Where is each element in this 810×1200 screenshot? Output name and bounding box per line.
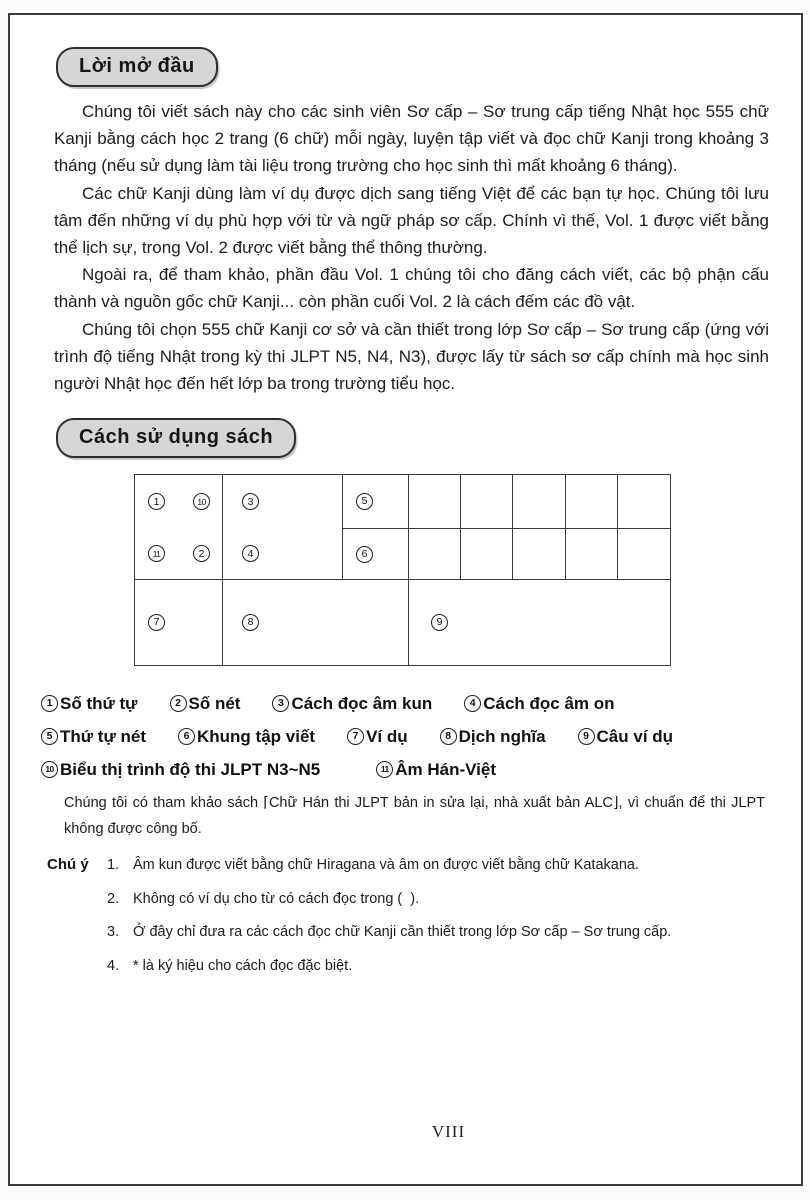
diagram-cell-3-4 xyxy=(223,475,343,580)
legend-item-label: Số thứ tự xyxy=(60,693,138,713)
note-item xyxy=(107,922,761,942)
circled-number-9: 9 xyxy=(578,728,595,745)
legend-item-on-reading xyxy=(464,694,614,714)
legend-item-label: Ví dụ xyxy=(366,726,408,746)
diagram-cell-6 xyxy=(343,529,409,580)
diagram-empty-cell xyxy=(618,529,670,580)
circled-number-6: 6 xyxy=(356,546,373,563)
diagram-empty-cell xyxy=(566,529,618,580)
legend-item-label: Dịch nghĩa xyxy=(458,726,546,746)
legend-row xyxy=(41,687,773,720)
legend-item-label: Cách đọc âm kun xyxy=(291,693,433,713)
note-item xyxy=(107,889,761,909)
circled-number-9: 9 xyxy=(431,614,448,631)
circled-number-1: 1 xyxy=(148,493,165,510)
circled-number-2: 2 xyxy=(193,545,210,562)
legend-item-kun-reading xyxy=(272,694,432,714)
diagram-subrow xyxy=(223,475,342,528)
circled-number-7: 7 xyxy=(148,614,165,631)
legend-item-label: Âm Hán-Việt xyxy=(395,759,496,779)
circled-number-5: 5 xyxy=(41,728,58,745)
usage-title-label: Cách sử dụng sách xyxy=(79,426,274,449)
circled-number-3: 3 xyxy=(242,493,259,510)
diagram-subrow xyxy=(135,475,222,528)
note-item-text: Âm kun được viết bằng chữ Hiragana và âm on được viết bằng chữ Katakana. xyxy=(133,857,639,874)
preface-paragraph: Các chữ Kanji dùng làm ví dụ được dịch sang tiếng Việt để các bạn tự học. Chúng tôi lưu tâm đến những ví dụ phù hợp với từ và ngữ pháp sơ cấp. Chính vì thế, Vol. 1 được viết bằng thể lịch sự, trong Vol. 2 được viết bằng thể thông thường. xyxy=(54,183,769,258)
usage-section-title xyxy=(56,418,296,458)
page-frame xyxy=(8,13,803,1186)
legend-row xyxy=(41,720,773,753)
circled-number-8: 8 xyxy=(440,728,457,745)
legend-item-stroke-count xyxy=(170,694,241,714)
diagram-subrow xyxy=(223,529,342,580)
note-item-text: Không có ví dụ cho từ có cách đọc trong ( ). xyxy=(133,890,420,907)
diagram-empty-cell xyxy=(513,529,565,580)
circled-number-4: 4 xyxy=(464,695,481,712)
preface-section-title xyxy=(56,47,218,87)
legend-item-label: Câu ví dụ xyxy=(596,726,674,746)
diagram-empty-cell xyxy=(566,475,618,529)
note-item-number: 3. xyxy=(107,924,120,941)
legend-item-label: Số nét xyxy=(188,693,241,713)
diagram-empty-cell xyxy=(461,475,513,529)
circled-number-3: 3 xyxy=(272,695,289,712)
reference-note: Chúng tôi có tham khảo sách ⌈Chữ Hán thi JLPT bản in sửa lại, nhà xuất bản ALC⌋, vì chuẩn để thi JLPT không được công bố. xyxy=(64,795,765,837)
legend-item-han-viet-reading xyxy=(376,760,496,780)
preface-title-label: Lời mở đầu xyxy=(79,55,195,77)
legend-item-example-sentence xyxy=(578,727,674,747)
circled-number-10: 10 xyxy=(193,493,210,510)
circled-number-5: 5 xyxy=(356,493,373,510)
circled-number-1: 1 xyxy=(41,695,58,712)
diagram-empty-cell xyxy=(461,529,513,580)
diagram-empty-cell xyxy=(513,475,565,529)
legend-item-label: Thứ tự nét xyxy=(60,726,146,746)
legend-item-stroke-order xyxy=(41,727,146,747)
diagram-empty-cell xyxy=(409,475,461,529)
note-item-number: 2. xyxy=(107,890,120,907)
circled-number-11: 11 xyxy=(376,761,393,778)
note-item-number: 1. xyxy=(107,857,120,874)
preface-body xyxy=(54,98,769,397)
circled-number-7: 7 xyxy=(347,728,364,745)
legend-item-label: Cách đọc âm on xyxy=(483,693,615,713)
preface-paragraph: Chúng tôi chọn 555 chữ Kanji cơ sở và cần thiết trong lớp Sơ cấp – Sơ trung cấp (ứng với trình độ tiếng Nhật trong kỳ thi JLPT N5, N4, N3), được lấy từ sách sơ cấp chính mà học sinh người Nhật học đến hết lớp ba trong trường tiểu học. xyxy=(54,319,769,394)
preface-paragraph: Ngoài ra, để tham khảo, phần đầu Vol. 1 chúng tôi cho đăng cách viết, các bộ phận cấu thành và nguồn gốc chữ Kanji... còn phần cuối Vol. 2 là cách đếm các đồ vật. xyxy=(54,265,769,312)
legend-item-jlpt-level xyxy=(41,760,320,780)
diagram-empty-cell xyxy=(618,475,670,529)
notes-list xyxy=(107,855,761,989)
page-number: VIII xyxy=(431,1122,466,1141)
note-item xyxy=(107,855,761,875)
circled-number-11: 11 xyxy=(148,545,165,562)
note-item-text: * là ký hiệu cho cách đọc đặc biệt. xyxy=(133,957,353,974)
diagram-subrow xyxy=(135,529,222,580)
diagram-cell-7 xyxy=(135,580,223,665)
circled-number-2: 2 xyxy=(170,695,187,712)
note-item-number: 4. xyxy=(107,957,120,974)
diagram-cell-5 xyxy=(343,475,409,529)
preface-paragraph: Chúng tôi viết sách này cho các sinh viên Sơ cấp – Sơ trung cấp tiếng Nhật học 555 chữ Kanji bằng cách học 2 trang (6 chữ) mỗi ngày, luyện tập viết và đọc chữ Kanji trong khoảng 3 tháng (nếu sử dụng làm tài liệu trong trường cho học sinh thì mất khoảng 6 tháng). xyxy=(54,102,769,176)
note-item-text: Ở đây chỉ đưa ra các cách đọc chữ Kanji cần thiết trong lớp Sơ cấp – Sơ trung cấp. xyxy=(133,924,672,941)
diagram-legend xyxy=(41,687,773,786)
circled-number-6: 6 xyxy=(178,728,195,745)
diagram-empty-cell xyxy=(409,529,461,580)
diagram-cell-8 xyxy=(223,580,409,665)
legend-item-example xyxy=(347,727,408,747)
legend-item-label: Khung tập viết xyxy=(197,726,316,746)
legend-item-practice-frame xyxy=(178,727,315,747)
legend-item-meaning xyxy=(440,727,546,747)
note-item xyxy=(107,956,761,976)
diagram-cell-1-10-11-2 xyxy=(135,475,223,580)
circled-number-10: 10 xyxy=(41,761,58,778)
legend-item-label: Biểu thị trình độ thi JLPT N3~N5 xyxy=(60,759,321,779)
diagram-cell-9 xyxy=(409,580,670,665)
sample-page-layout-diagram xyxy=(134,474,671,666)
legend-item-serial-number xyxy=(41,694,138,714)
circled-number-4: 4 xyxy=(242,545,259,562)
notes-section xyxy=(47,855,761,989)
legend-row xyxy=(41,753,773,786)
notes-label: Chú ý xyxy=(47,856,89,874)
circled-number-8: 8 xyxy=(242,614,259,631)
